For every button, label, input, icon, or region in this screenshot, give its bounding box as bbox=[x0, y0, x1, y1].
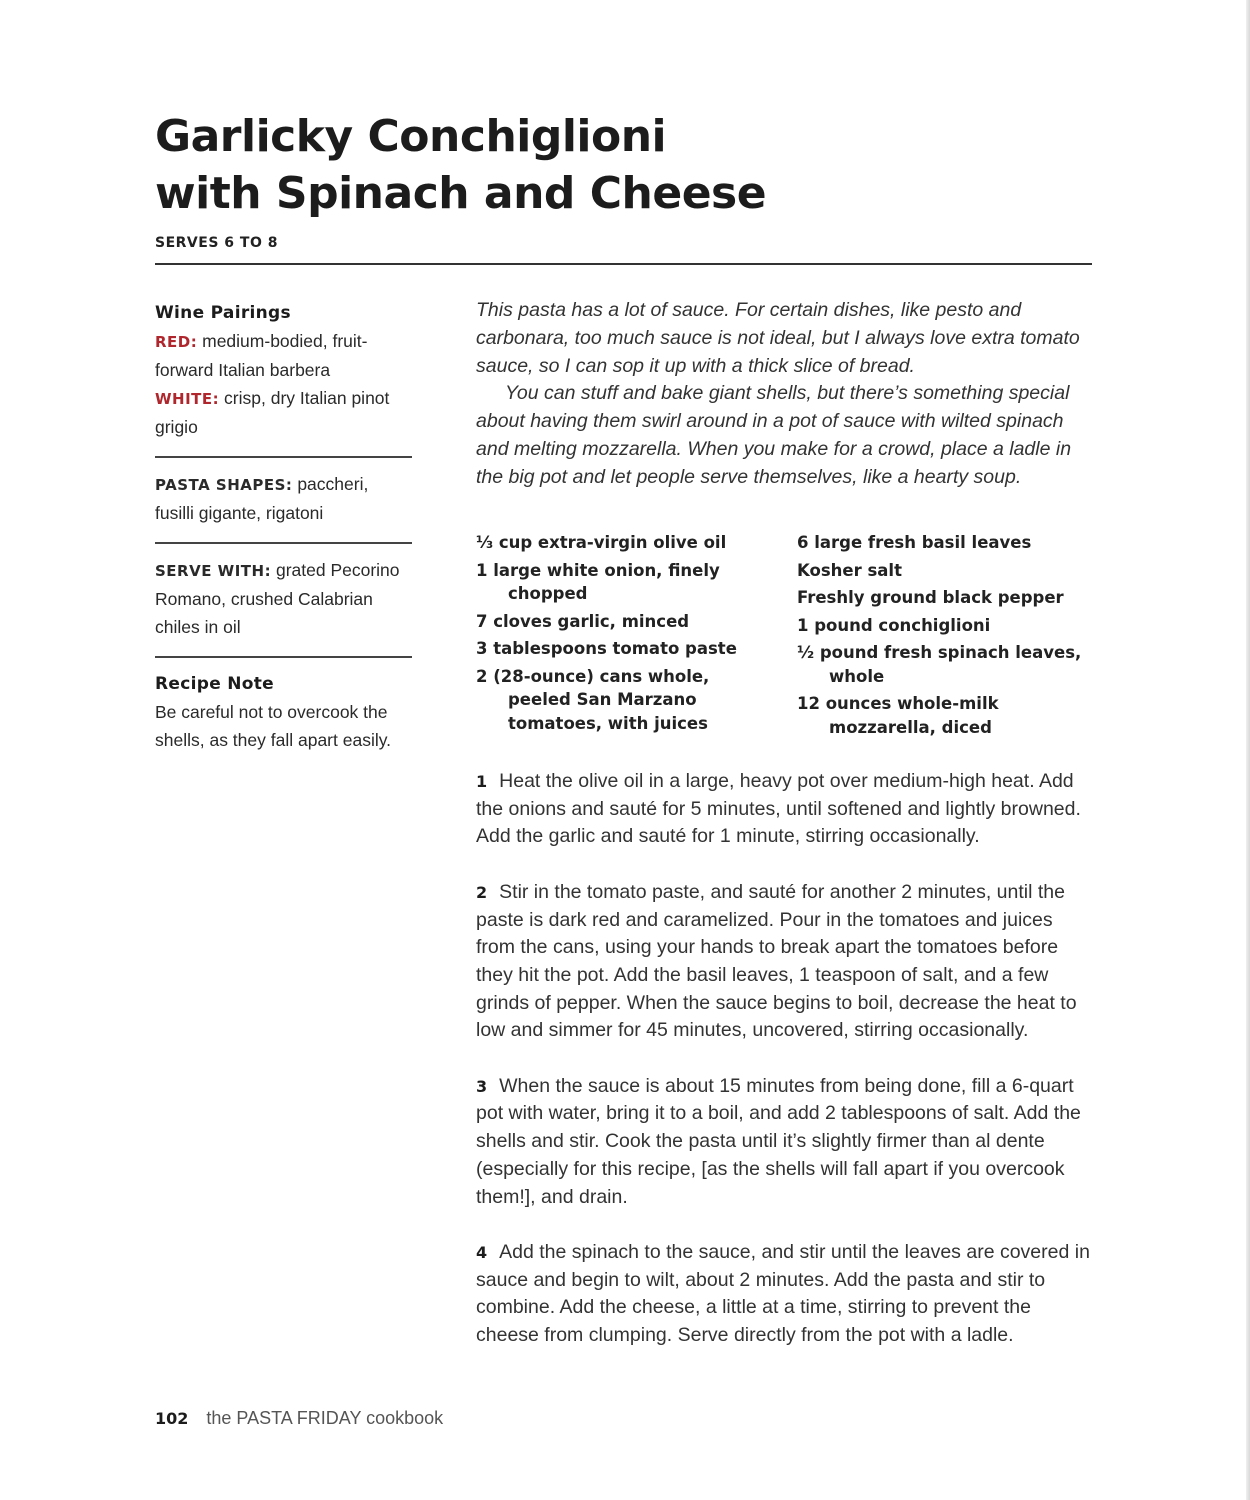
header-divider bbox=[155, 263, 1092, 265]
page-edge-shadow bbox=[1246, 0, 1250, 1500]
serves-label: SERVES 6 TO 8 bbox=[155, 235, 278, 251]
step-text: Heat the olive oil in a large, heavy pot over medium-high heat. Add the onions and sauté for 5 minutes, until softened and lightly browned. Add the garlic and sauté for 1 minute, stirring occasionally. bbox=[476, 770, 1081, 848]
step-text: Stir in the tomato paste, and sauté for another 2 minutes, until the paste is dark red and caramelized. Pour in the tomatoes and juices from the cans, using your hands to break apart the tomatoes before they hit the pot. Add the basil leaves, 1 teaspoon of salt, and a few grinds of pepper. When the sauce begins to boil, decrease the heat to low and simmer for 45 minutes, uncovered, stirring occasionally. bbox=[476, 880, 1077, 1042]
method-step bbox=[476, 1073, 1096, 1212]
ingredient-item: 2 (28-ounce) cans whole, peeled San Marzano tomatoes, with juices bbox=[476, 666, 710, 733]
recipe-title-line-2: with Spinach and Cheese bbox=[155, 168, 767, 219]
page-footer bbox=[155, 1408, 443, 1429]
sidebar bbox=[155, 299, 412, 754]
recipe-note-heading: Recipe Note bbox=[155, 674, 275, 694]
ingredient-item: 1 pound conchiglioni bbox=[797, 615, 991, 635]
intro-paragraph: This pasta has a lot of sauce. For certain dishes, like pesto and carbonara, too much sauce is not ideal, but I always love extra tomato sauce, so I can sop it up with a thick slice of bread. bbox=[476, 299, 1080, 377]
intro-text bbox=[476, 297, 1096, 492]
pasta-shapes-section bbox=[155, 470, 412, 527]
step-number: 3 bbox=[476, 1076, 488, 1096]
wine-red-label: RED: bbox=[155, 333, 198, 351]
recipe-note-text: Be careful not to overcook the shells, as they fall apart easily. bbox=[155, 702, 392, 750]
sidebar-divider bbox=[155, 456, 412, 458]
ingredient-item: ⅓ cup extra-virgin olive oil bbox=[476, 533, 727, 552]
wine-pairings-heading: Wine Pairings bbox=[155, 303, 291, 323]
step-text: Add the spinach to the sauce, and stir until the leaves are covered in sauce and begin to wilt, about 2 minutes. Add the pasta and stir to combine. Add the cheese, a little at a time, stirring to prevent the cheese from clumping. Serve directly from the pot with a ladle. bbox=[476, 1240, 1090, 1347]
recipe-title bbox=[155, 108, 1055, 222]
serve-with-text: grated Pecorino Romano, crushed Calabrian chiles in oil bbox=[155, 560, 400, 637]
wine-red-entry bbox=[155, 327, 412, 384]
step-text: When the sauce is about 15 minutes from being done, fill a 6-quart pot with water, bring it to a boil, and add 2 tablespoons of salt. Add the shells and stir. Cook the pasta until it’s slightly firmer than al dente (especially for this recipe, [as the shells will fall apart if you overcook them!], and drain. bbox=[476, 1074, 1081, 1208]
wine-white-text: crisp, dry Italian pinot grigio bbox=[155, 388, 390, 437]
pasta-shapes-text: paccheri, fusilli gigante, rigatoni bbox=[155, 474, 369, 523]
page-number: 102 bbox=[155, 1409, 189, 1428]
sidebar-divider bbox=[155, 542, 412, 544]
ingredient-item: Kosher salt bbox=[797, 560, 902, 580]
wine-red-text: medium-bodied, fruit-forward Italian barbera bbox=[155, 331, 368, 380]
ingredients-right-column bbox=[797, 531, 1097, 743]
wine-white-entry bbox=[155, 384, 412, 441]
serve-with-section bbox=[155, 556, 412, 641]
wine-pairings-section bbox=[155, 299, 412, 441]
method-step bbox=[476, 768, 1096, 851]
ingredients-left-column bbox=[476, 531, 776, 739]
method-step bbox=[476, 879, 1096, 1045]
step-number: 2 bbox=[476, 882, 488, 902]
ingredient-item: 6 large fresh basil leaves bbox=[797, 533, 1032, 552]
intro-paragraph: You can stuff and bake giant shells, but there’s something special about having them swirl around in a pot of sauce with wilted spinach and melting mozzarella. When you make for a crowd, place a ladle in the big pot and let people serve themselves, like a hearty soup. bbox=[476, 382, 1072, 488]
pasta-shapes-label: PASTA SHAPES: bbox=[155, 476, 293, 494]
serve-with-label: SERVE WITH: bbox=[155, 562, 272, 580]
recipe-title-line-1: Garlicky Conchiglioni bbox=[155, 111, 667, 162]
method-steps bbox=[476, 768, 1096, 1377]
method-step bbox=[476, 1239, 1096, 1350]
wine-white-label: WHITE: bbox=[155, 390, 220, 408]
sidebar-divider bbox=[155, 656, 412, 658]
book-title: the PASTA FRIDAY cookbook bbox=[206, 1408, 444, 1428]
ingredient-item: 12 ounces whole-milk mozzarella, diced bbox=[797, 694, 999, 737]
ingredient-item: 1 large white onion, finely chopped bbox=[476, 560, 720, 603]
ingredient-item: Freshly ground black pepper bbox=[797, 588, 1064, 607]
recipe-note-section bbox=[155, 670, 412, 754]
step-number: 1 bbox=[476, 772, 488, 791]
step-number: 4 bbox=[476, 1242, 488, 1262]
ingredient-item: 7 cloves garlic, minced bbox=[476, 611, 690, 631]
ingredient-item: ½ pound fresh spinach leaves, whole bbox=[797, 643, 1082, 686]
ingredient-item: 3 tablespoons tomato paste bbox=[476, 639, 737, 658]
